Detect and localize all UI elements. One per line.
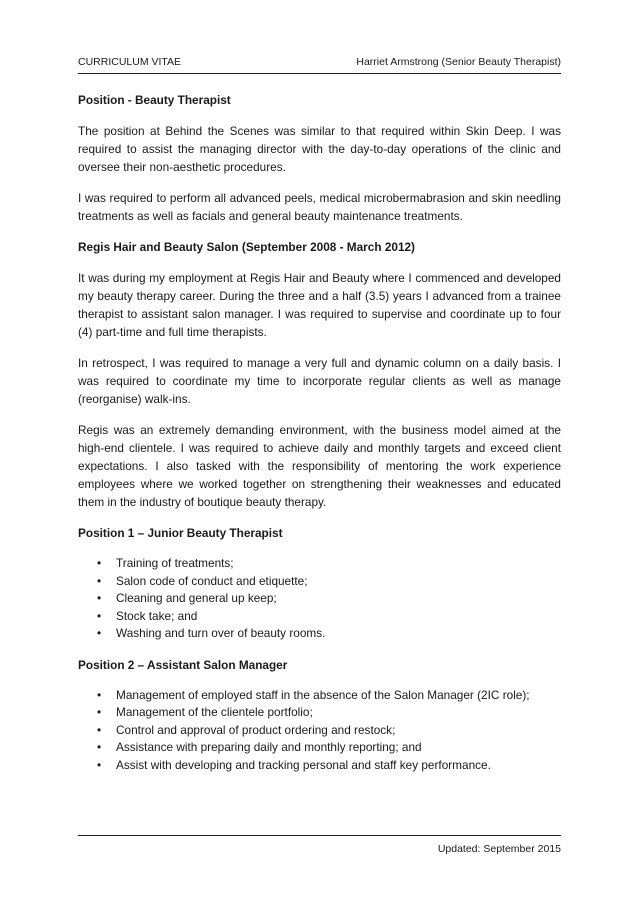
list-item [78,625,561,643]
bullet-icon: • [97,626,102,640]
list-item-text: Salon code of conduct and etiquette; [116,573,308,588]
paragraph: Regis was an extremely demanding environment, with the business model aimed at the high-end clientele. I was required to achieve daily and monthly targets and exceed client expectations. I also tasked with the responsibility of mentoring the work experience employees where we worked together on strengthening their weaknesses and educated them in the industry of boutique beauty therapy. [78,423,561,509]
list-item-text: Cleaning and general up keep; [116,591,277,605]
heading-regis: Regis Hair and Beauty Salon (September 2008 - March 2012) [78,240,415,254]
list-item-text: Assistance with preparing daily and monthly reporting; and [116,740,422,754]
bullet-icon: • [97,573,102,588]
footer-updated: Updated: September 2015 [437,843,561,855]
list-item [78,722,561,740]
list-item [78,687,561,705]
position-2-list [78,687,561,775]
paragraph: The position at Behind the Scenes was similar to that required within Skin Deep. I was required to assist the managing director with the day-to-day operations of the clinic and oversee their non-aesthetic procedures. [78,124,561,174]
heading-position-2: Position 2 – Assistant Salon Manager [78,657,288,672]
bullet-icon: • [97,722,102,737]
list-item-text: Management of the clientele portfolio; [116,705,313,719]
list-item-text: Assist with developing and tracking personal and staff key performance. [116,757,491,772]
bullet-icon: • [97,740,102,754]
list-item-text: Training of treatments; [116,556,234,570]
paragraph: It was during my employment at Regis Hair and Beauty where I commenced and developed my beauty therapy career. During the three and a half (3.5) years I advanced from a trainee therapist to assistant salon manager. I was required to supervise and coordinate up to four (4) part-time and full time therapists. [78,271,561,339]
list-item [78,555,561,573]
paragraph: I was required to perform all advanced peels, medical microbermabrasion and skin needling treatments as well as facials and general beauty maintenance treatments. [78,191,561,223]
list-item [78,573,561,591]
page-header [78,56,561,74]
header-title: CURRICULUM VITAE [78,56,182,68]
list-item [78,608,561,626]
footer-rule [78,835,561,836]
bullet-icon: • [97,591,102,605]
heading-position-beauty: Position - Beauty Therapist [78,93,231,107]
list-item-text: Washing and turn over of beauty rooms. [116,626,326,640]
list-item-text: Management of employed staff in the absence of the Salon Manager (2IC role); [116,687,530,702]
bullet-icon: • [97,608,102,623]
position-1-list [78,555,561,643]
list-item [78,590,561,608]
document-body [78,91,561,787]
bullet-icon: • [97,757,102,772]
list-item [78,757,561,775]
heading-position-1: Position 1 – Junior Beauty Therapist [78,526,283,540]
list-item-text: Stock take; and [116,608,198,623]
bullet-icon: • [97,705,102,719]
list-item-text: Control and approval of product ordering and restock; [116,722,396,737]
bullet-icon: • [97,687,102,702]
bullet-icon: • [97,556,102,570]
header-rule [78,73,561,74]
header-author: Harriet Armstrong (Senior Beauty Therapist) [356,56,561,68]
list-item [78,739,561,757]
list-item [78,704,561,722]
paragraph: In retrospect, I was required to manage a very full and dynamic column on a daily basis. I was required to coordinate my time to incorporate regular clients as well as manage (reorganise) walk-ins. [78,356,561,406]
